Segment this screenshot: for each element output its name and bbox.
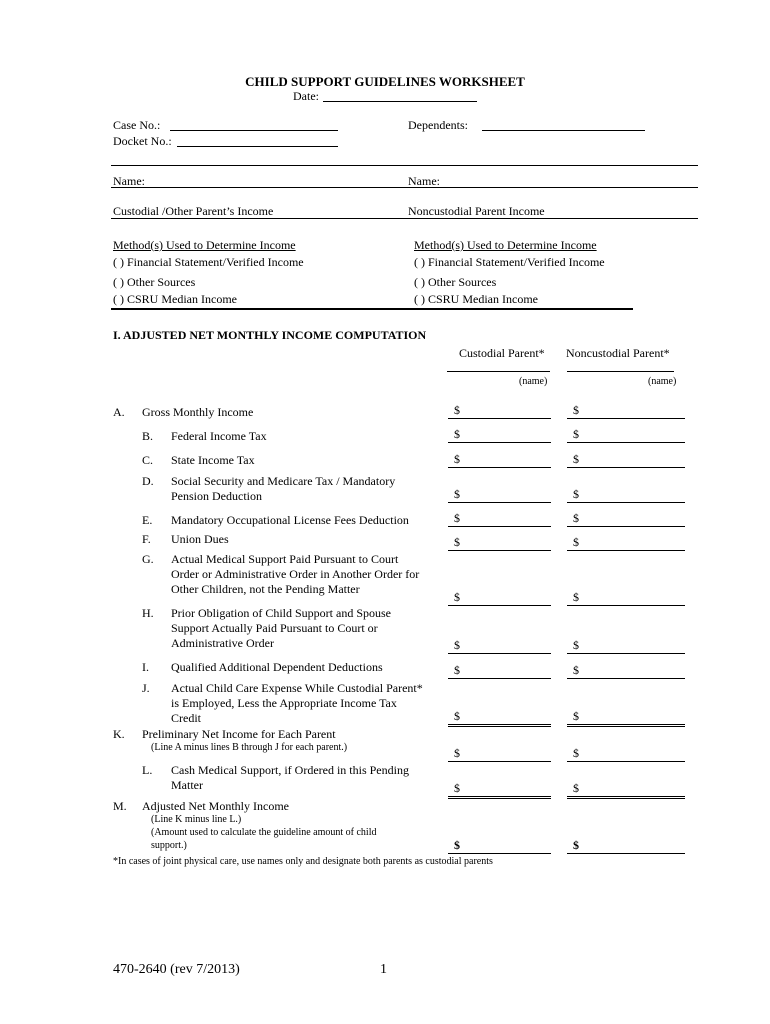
line-l-letter: L.	[142, 763, 153, 777]
custodial-amount-a[interactable]: $	[448, 403, 551, 419]
noncustodial-amount-j[interactable]: $	[567, 709, 685, 727]
line-h-letter: H.	[142, 606, 154, 620]
divider	[111, 308, 633, 310]
custodial-name-hint: (name)	[519, 376, 548, 387]
left-method-other-checkbox[interactable]: ( ) Other Sources	[113, 275, 196, 289]
right-method-financial-checkbox[interactable]: ( ) Financial Statement/Verified Income	[414, 255, 605, 269]
line-j-label-3: Credit	[171, 711, 201, 725]
right-method-other-checkbox[interactable]: ( ) Other Sources	[414, 275, 497, 289]
line-h-label-3: Administrative Order	[171, 636, 274, 650]
noncustodial-amount-k[interactable]: $	[567, 746, 685, 762]
dependents-field[interactable]	[482, 130, 645, 131]
line-b-label: Federal Income Tax	[171, 429, 267, 443]
docket-no-label: Docket No.:	[113, 134, 172, 148]
line-m-label: Adjusted Net Monthly Income	[142, 799, 289, 813]
noncustodial-amount-i[interactable]: $	[567, 663, 685, 679]
noncustodial-amount-l[interactable]: $	[567, 781, 685, 799]
line-a-label: Gross Monthly Income	[142, 405, 254, 419]
noncustodial-amount-h[interactable]: $	[567, 638, 685, 654]
noncustodial-income-label: Noncustodial Parent Income	[408, 204, 545, 218]
divider	[111, 165, 698, 166]
noncustodial-amount-f[interactable]: $	[567, 535, 685, 551]
line-e-letter: E.	[142, 513, 153, 527]
custodial-amount-l[interactable]: $	[448, 781, 551, 799]
name-field-line[interactable]	[111, 187, 698, 188]
line-g-label-1: Actual Medical Support Paid Pursuant to Court	[171, 552, 399, 566]
col-custodial-header: Custodial Parent*	[459, 346, 545, 360]
custodial-amount-c[interactable]: $	[448, 452, 551, 468]
line-g-letter: G.	[142, 552, 154, 566]
custodial-amount-j[interactable]: $	[448, 709, 551, 727]
right-name-label: Name:	[408, 174, 440, 188]
noncustodial-amount-c[interactable]: $	[567, 452, 685, 468]
custodial-income-label: Custodial /Other Parent’s Income	[113, 204, 274, 218]
date-field[interactable]	[323, 101, 477, 102]
custodial-amount-i[interactable]: $	[448, 663, 551, 679]
line-i-label: Qualified Additional Dependent Deductions	[171, 660, 383, 674]
noncustodial-amount-a[interactable]: $	[567, 403, 685, 419]
noncustodial-amount-m[interactable]: $	[567, 838, 685, 854]
line-j-letter: J.	[142, 681, 150, 695]
line-j-label-1: Actual Child Care Expense While Custodial Parent*	[171, 681, 423, 695]
left-method-csru-checkbox[interactable]: ( ) CSRU Median Income	[113, 292, 237, 306]
custodial-amount-e[interactable]: $	[448, 511, 551, 527]
line-g-label-2: Order or Administrative Order in Another Order for	[171, 567, 420, 581]
case-no-field[interactable]	[170, 130, 338, 131]
divider	[111, 218, 698, 219]
custodial-amount-m[interactable]: $	[448, 838, 551, 854]
custodial-amount-f[interactable]: $	[448, 535, 551, 551]
line-i-letter: I.	[142, 660, 149, 674]
right-methods-heading: Method(s) Used to Determine Income	[414, 238, 597, 252]
line-h-label-1: Prior Obligation of Child Support and Spouse	[171, 606, 391, 620]
right-method-csru-checkbox[interactable]: ( ) CSRU Median Income	[414, 292, 538, 306]
line-l-label-2: Matter	[171, 778, 203, 792]
line-a-letter: A.	[113, 405, 125, 419]
noncustodial-amount-b[interactable]: $	[567, 427, 685, 443]
line-b-letter: B.	[142, 429, 154, 443]
section-title: I. ADJUSTED NET MONTHLY INCOME COMPUTATION	[113, 328, 427, 342]
footnote: *In cases of joint physical care, use names only and designate both parents as custodial parents	[113, 856, 493, 867]
left-methods-heading: Method(s) Used to Determine Income	[113, 238, 296, 252]
line-k-label: Preliminary Net Income for Each Parent	[142, 727, 336, 741]
page-title: CHILD SUPPORT GUIDELINES WORKSHEET	[245, 74, 525, 89]
line-m-note-2: (Amount used to calculate the guideline amount of child	[151, 827, 377, 838]
custodial-amount-h[interactable]: $	[448, 638, 551, 654]
custodial-name-field[interactable]	[447, 371, 550, 372]
left-name-label: Name:	[113, 174, 145, 188]
noncustodial-amount-g[interactable]: $	[567, 590, 685, 606]
dependents-label: Dependents:	[408, 118, 468, 132]
custodial-amount-k[interactable]: $	[448, 746, 551, 762]
custodial-amount-g[interactable]: $	[448, 590, 551, 606]
line-d-label-2: Pension Deduction	[171, 489, 262, 503]
noncustodial-name-hint: (name)	[648, 376, 677, 387]
line-h-label-2: Support Actually Paid Pursuant to Court or	[171, 621, 378, 635]
line-e-label: Mandatory Occupational License Fees Deduction	[171, 513, 409, 527]
line-f-label: Union Dues	[171, 532, 229, 546]
line-m-note-3: support.)	[151, 840, 187, 851]
line-m-note-1: (Line K minus line L.)	[151, 814, 242, 825]
line-c-letter: C.	[142, 453, 154, 467]
custodial-amount-d[interactable]: $	[448, 487, 551, 503]
case-no-label: Case No.:	[113, 118, 161, 132]
line-c-label: State Income Tax	[171, 453, 255, 467]
noncustodial-name-field[interactable]	[567, 371, 674, 372]
noncustodial-amount-d[interactable]: $	[567, 487, 685, 503]
left-method-financial-checkbox[interactable]: ( ) Financial Statement/Verified Income	[113, 255, 304, 269]
line-k-letter: K.	[113, 727, 125, 741]
col-noncustodial-header: Noncustodial Parent*	[566, 346, 670, 360]
form-number: 470-2640 (rev 7/2013)	[113, 962, 240, 977]
line-f-letter: F.	[142, 532, 151, 546]
line-g-label-3: Other Children, not the Pending Matter	[171, 582, 360, 596]
custodial-amount-b[interactable]: $	[448, 427, 551, 443]
date-label: Date:	[293, 89, 319, 103]
line-k-note: (Line A minus lines B through J for each parent.)	[151, 742, 348, 753]
docket-no-field[interactable]	[177, 146, 338, 147]
line-m-letter: M.	[113, 799, 127, 813]
line-l-label-1: Cash Medical Support, if Ordered in this Pending	[171, 763, 409, 777]
line-d-letter: D.	[142, 474, 154, 488]
line-j-label-2: is Employed, Less the Appropriate Income Tax	[171, 696, 397, 710]
noncustodial-amount-e[interactable]: $	[567, 511, 685, 527]
page-number: 1	[380, 962, 387, 977]
line-d-label-1: Social Security and Medicare Tax / Mandatory	[171, 474, 396, 488]
